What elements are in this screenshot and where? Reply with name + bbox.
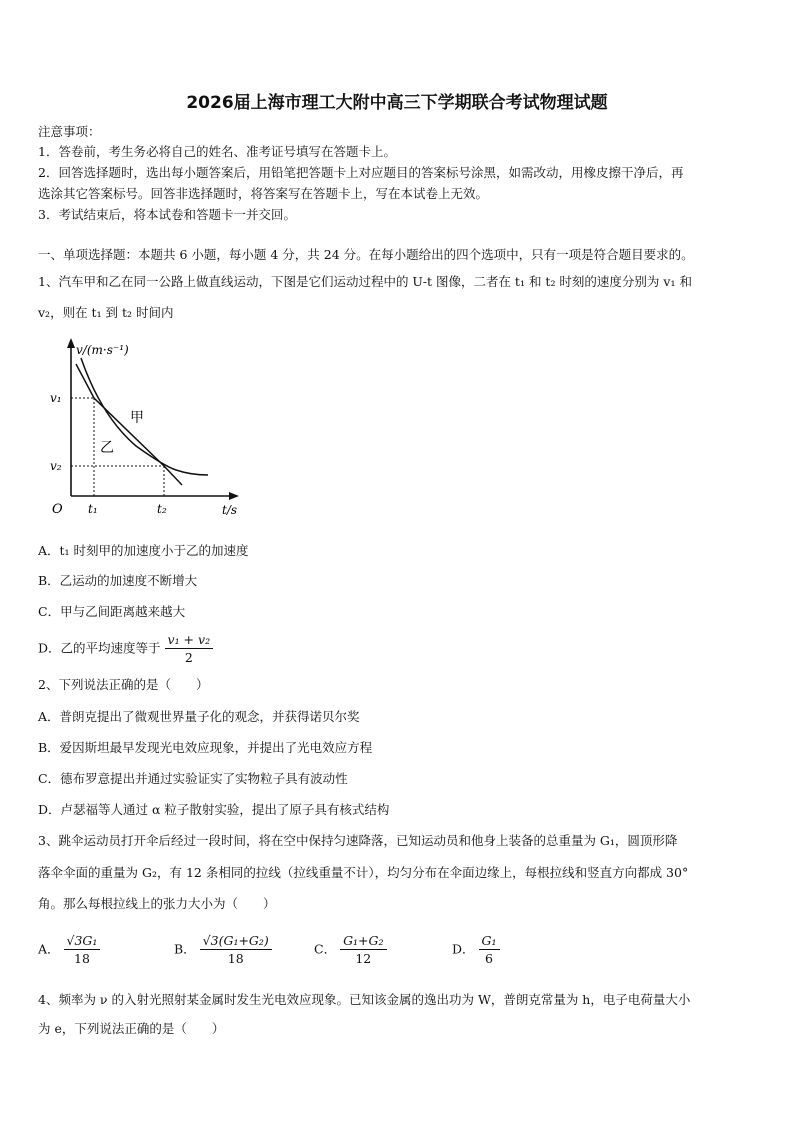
q3-option-c-fraction [340, 932, 386, 968]
page-title: 2026届上海市理工大附中高三下学期联合考试物理试题 [186, 93, 608, 113]
fraction-numerator: v₁ + v₂ [165, 631, 214, 649]
q3-stem-line: 3、跳伞运动员打开伞后经过一段时间，将在空中保持匀速降落，已知运动员和他身上装备的总重量为 G₁，圆顶形降 [38, 833, 678, 848]
q2-option-c: C．德布罗意提出并通过实验证实了实物粒子具有波动性 [38, 771, 348, 786]
fraction-denominator: 12 [355, 951, 372, 966]
fraction-denominator: 2 [184, 650, 193, 665]
fraction-numerator: G₁ [479, 932, 500, 950]
q3-option-a [38, 932, 100, 968]
q1-option-a: A．t₁ 时刻甲的加速度小于乙的加速度 [38, 543, 249, 558]
q1-option-d-label: D．乙的平均速度等于 [38, 640, 161, 656]
origin-label: O [52, 502, 63, 517]
q2-stem: 2、下列说法正确的是（ ） [38, 677, 209, 692]
q3-stem-line: 角。那么每根拉线上的张力大小为（ ） [38, 896, 276, 911]
notice-item: 1．答卷前，考生务必将自己的姓名、准考证号填写在答题卡上。 [38, 144, 396, 159]
q3-option-a-fraction [64, 932, 101, 968]
q1-option-b: B．乙运动的加速度不断增大 [38, 573, 198, 588]
y-axis-arrow [67, 338, 75, 348]
t1-label: t₁ [88, 502, 98, 516]
option-label: C． [314, 941, 337, 957]
option-label: B． [174, 941, 196, 957]
x-axis-label: t/s [222, 503, 238, 517]
q3-option-d [452, 932, 500, 968]
notice-heading: 注意事项： [38, 124, 101, 139]
velocity-time-graph [46, 336, 256, 521]
q1-option-d [38, 631, 213, 667]
fraction-numerator: √3(G₁+G₂) [200, 932, 272, 950]
q2-option-d: D．卢瑟福等人通过 α 粒子散射实验，提出了原子具有核式结构 [38, 802, 390, 817]
v2-label: v₂ [50, 459, 62, 473]
x-axis-arrow [229, 492, 239, 500]
q2-option-a: A．普朗克提出了微观世界量子化的观念，并获得诺贝尔奖 [38, 709, 360, 724]
curve-yi-label: 乙 [100, 440, 114, 456]
curve-jia-label: 甲 [130, 410, 144, 426]
fraction-denominator: 18 [74, 951, 90, 966]
fraction-denominator: 6 [485, 951, 493, 966]
notice-item: 选涂其它答案标号。回答非选择题时，将答案写在答题卡上，写在本试卷上无效。 [38, 186, 489, 201]
q1-stem-line: 1、汽车甲和乙在同一公路上做直线运动，下图是它们运动过程中的 U-t 图像，二者在 t₁ 和 t₂ 时刻的速度分别为 v₁ 和 [38, 274, 692, 289]
v1-label: v₁ [50, 391, 62, 405]
q3-option-b [174, 932, 272, 968]
fraction-denominator: 18 [227, 951, 244, 966]
t2-label: t₂ [157, 502, 167, 516]
y-axis-label: v/(m·s⁻¹) [76, 343, 129, 357]
q3-option-c [314, 932, 387, 968]
option-label: D． [452, 941, 475, 957]
q1-stem-line: v₂，则在 t₁ 到 t₂ 时间内 [38, 305, 174, 320]
fraction-numerator: G₁+G₂ [340, 932, 386, 950]
q1-option-d-fraction [165, 631, 214, 667]
section-heading: 一、单项选择题：本题共 6 小题，每小题 4 分，共 24 分。在每小题给出的四个选项中，只有一项是符合题目要求的。 [38, 247, 694, 262]
curve-jia [76, 364, 182, 485]
q2-option-b: B．爱因斯坦最早发现光电效应现象，并提出了光电效应方程 [38, 740, 373, 755]
q3-option-d-fraction [479, 932, 500, 968]
option-label: A． [38, 941, 60, 957]
q4-stem-line: 为 e，下列说法正确的是（ ） [38, 1021, 225, 1036]
q4-stem-line: 4、频率为 ν 的入射光照射某金属时发生光电效应现象。已知该金属的逸出功为 W，普朗克常量为 h，电子电荷量大小 [38, 992, 691, 1007]
notice-item: 2．回答选择题时，选出每小题答案后，用铅笔把答题卡上对应题目的答案标号涂黑，如需改动，用橡皮擦干净后，再 [38, 165, 684, 180]
q1-option-c: C．甲与乙间距离越来越大 [38, 604, 186, 619]
curve-yi [81, 358, 208, 475]
q3-stem-line: 落伞伞面的重量为 G₂，有 12 条相同的拉线（拉线重量不计），均匀分布在伞面边缘上，每根拉线和竖直方向都成 30° [38, 865, 689, 880]
q3-option-b-fraction [200, 932, 272, 968]
fraction-numerator: √3G₁ [64, 932, 101, 950]
notice-item: 3．考试结束后，将本试卷和答题卡一并交回。 [38, 207, 296, 222]
